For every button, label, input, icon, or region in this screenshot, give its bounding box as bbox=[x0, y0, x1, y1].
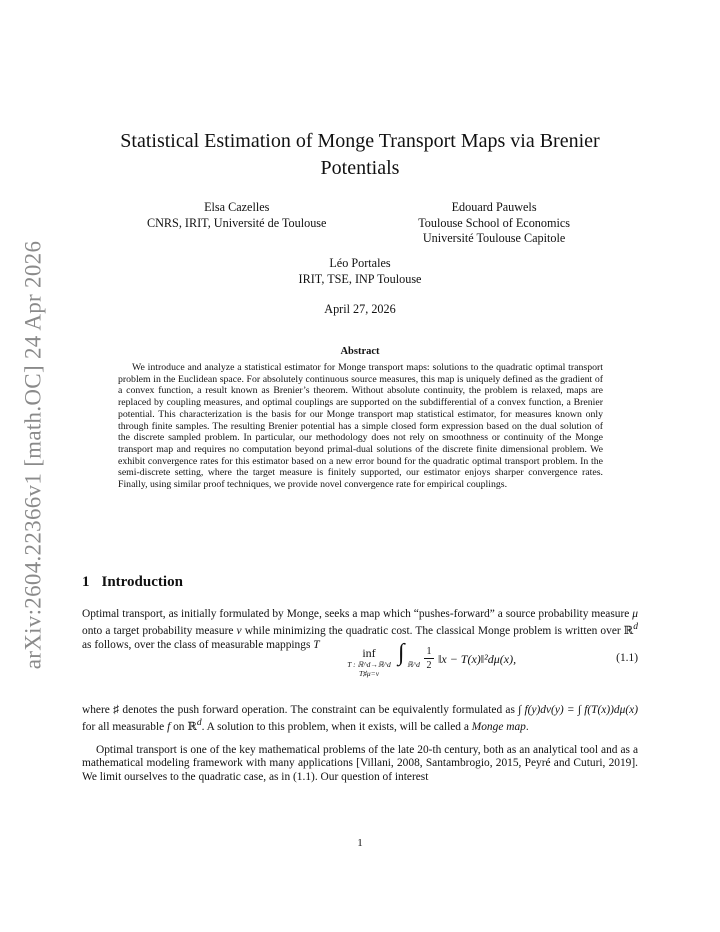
author-name: Elsa Cazelles bbox=[204, 200, 270, 214]
author-2 bbox=[418, 200, 570, 247]
intro-paragraph-2: where ♯ denotes the push forward operation. The constraint can be equivalently formulated as ∫ f(y)dν(y) = ∫ f(T(x))dμ(x) for all measurable f on ℝ$^d$. A solution to this problem, when it exists, will be called a Monge map. bbox=[82, 704, 638, 734]
paper-date: April 27, 2026 bbox=[324, 302, 396, 316]
monge-map-term: Monge map bbox=[471, 721, 526, 734]
intro-paragraph-1: Optimal transport, as initially formulated by Monge, seeks a map which “pushes-forward” a source probability measure μ onto a target probability measure ν while minimizing the quadratic cost. The classical Monge problem is written over ℝ$^d$ as follows, over the class of measurable mappings T bbox=[82, 608, 639, 651]
arxiv-stamp-text: arXiv:2604.22366v1 [math.OC] 24 Apr 2026 bbox=[20, 240, 46, 670]
author-affiliation: Université Toulouse Capitole bbox=[422, 231, 566, 245]
math-constraint: ∫ f(y)dν(y) = ∫ f(T(x))dμ(x) bbox=[518, 704, 638, 716]
abstract-heading: Abstract bbox=[340, 346, 380, 357]
integral-sign: ∫ bbox=[398, 640, 405, 666]
equation-constraint: T♯μ=ν bbox=[358, 668, 380, 678]
section-title: Introduction bbox=[101, 574, 183, 590]
math-T: T bbox=[313, 638, 320, 651]
author-affiliation: IRIT, TSE, INP Toulouse bbox=[298, 271, 422, 286]
page-number: 1 bbox=[357, 837, 363, 849]
math-mu: μ bbox=[632, 608, 638, 620]
paper-title: Statistical Estimation of Monge Transport Maps via Brenier Potentials bbox=[120, 130, 600, 179]
section-number: 1 bbox=[82, 574, 90, 590]
equation-number: (1.1) bbox=[616, 652, 638, 664]
abstract-text: We introduce and analyze a statistical estimator for Monge transport maps: solutions to the quadratic optimal transport problem in the Euclidean space. For absolutely continuous source measures, this map is uniquely defined as the gradient of a convex function, a result known as Brenier’s theorem. Without absolute continuity, the problem is relaxed, maps are replaced by coupling measures, and optimal couplings are supported on the subdifferential of a convex function, a Brenier potential. This characterization is the basis for our Monge transport map statistical estimator, for measures known only through finite samples. The resulting Brenier potential has a simple closed form expression based on the dual solution of the discrete sampled problem. In particular, our methodology does not rely on smoothness or continuity of the Monge transport map and requires no computation beyond primal-dual solutions of the discrete finite dimensional problem. We exhibit convergence rates for this estimator based on a new error bound for the quadratic optimal transport problem. In the semi-discrete setting, where the target measure is finitely supported, our estimator enjoys sharper convergence rates. Finally, using similar proof techniques, we provide novel convergence rate for empirical couplings. bbox=[118, 362, 603, 491]
equation-infimum: inf T : ℝ^d→ℝ^d T♯μ=ν bbox=[344, 646, 394, 678]
author-affiliation: CNRS, IRIT, Université de Toulouse bbox=[147, 215, 327, 230]
author-name: Edouard Pauwels bbox=[451, 200, 537, 214]
section-heading bbox=[82, 574, 183, 591]
author-block bbox=[90, 200, 630, 247]
equation-subscript: T : ℝ^d→ℝ^d bbox=[347, 660, 391, 669]
math-reals: ℝ bbox=[623, 625, 634, 638]
equation-integrand: ‖x − T(x)‖²dμ(x), bbox=[438, 652, 517, 666]
fraction-one-half: 1 2 bbox=[424, 646, 434, 671]
arxiv-identifier-stamp bbox=[20, 240, 46, 670]
math-nu: ν bbox=[236, 625, 242, 638]
intro-paragraph-3: Optimal transport is one of the key mathematical problems of the late 20-th century, both as an analytical tool and as a mathematical modeling framework with many applications [Villani, 2008, Santambrogio, 2015, Peyré and Cuturi, 2019]. We limit ourselves to the quadratic case, as in (1.1). Our question of interest bbox=[82, 744, 638, 783]
author-name: Léo Portales bbox=[329, 256, 391, 270]
author-1 bbox=[147, 200, 326, 247]
integral-domain: ℝ^d bbox=[407, 660, 420, 669]
math-f: f bbox=[167, 721, 171, 734]
author-3 bbox=[90, 256, 630, 287]
equation-1-1 bbox=[82, 642, 638, 686]
author-affiliation: Toulouse School of Economics bbox=[418, 215, 570, 230]
